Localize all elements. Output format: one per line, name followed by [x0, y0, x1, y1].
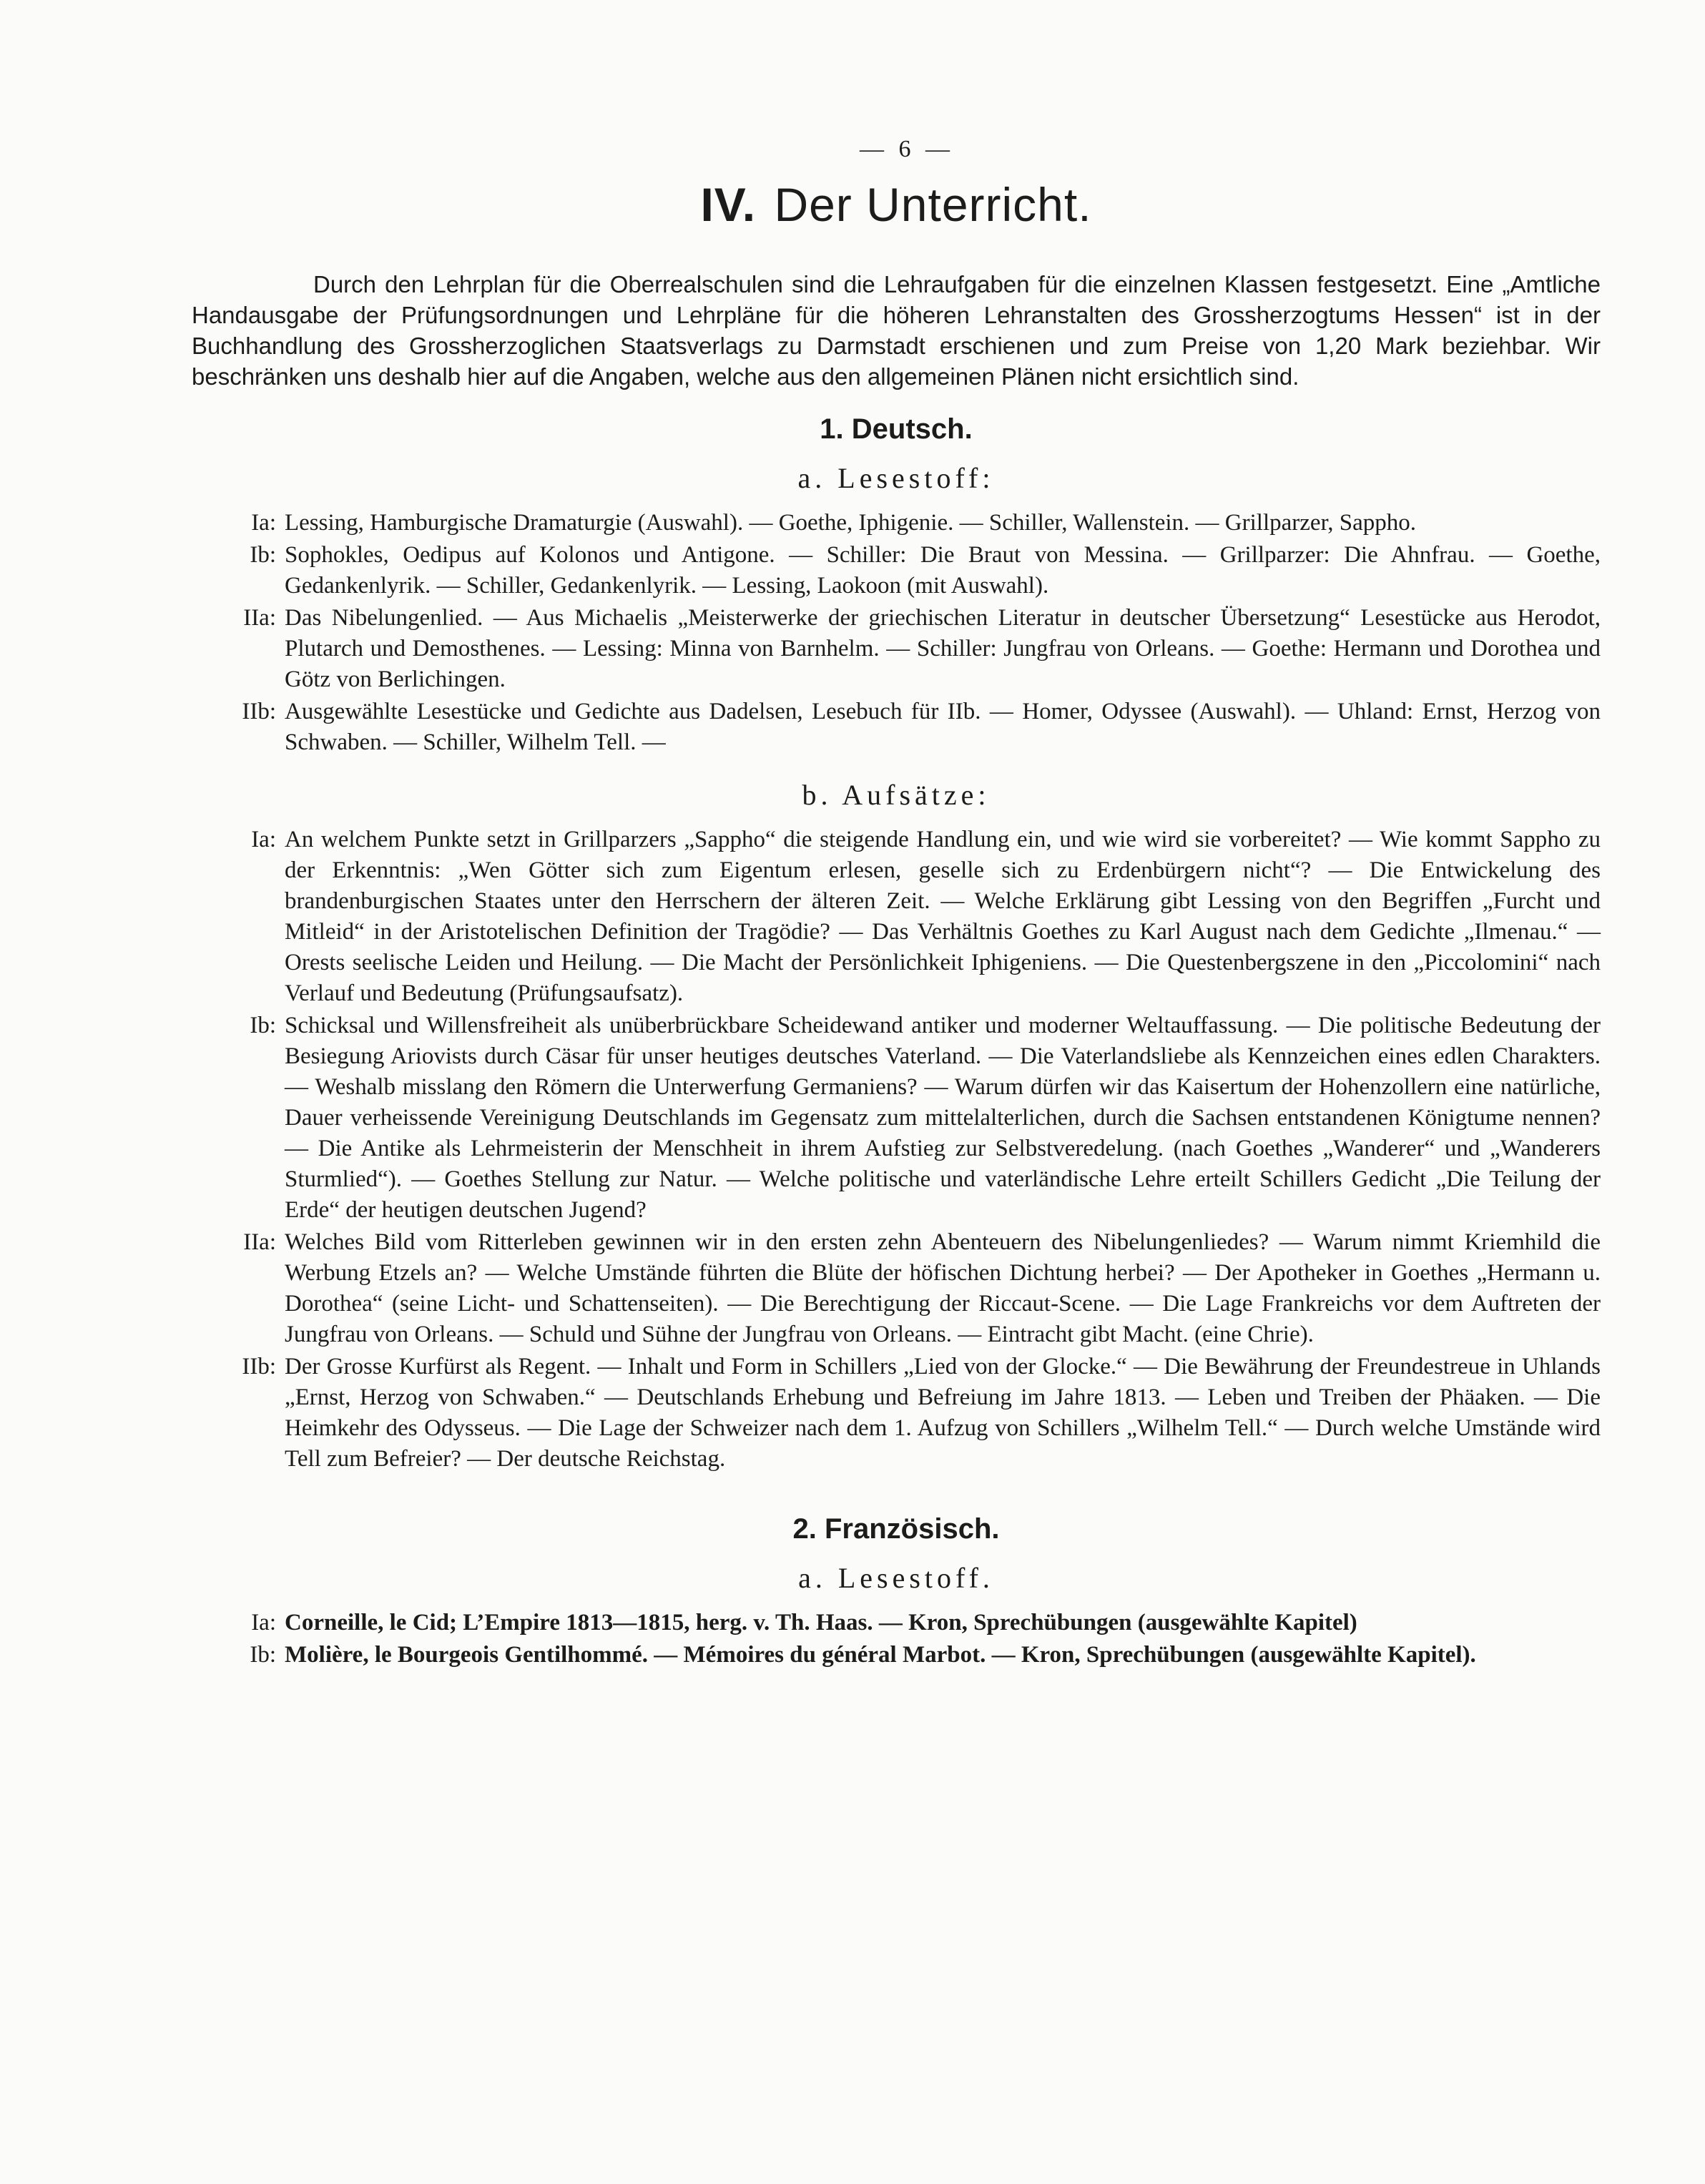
class-label: Ia: [251, 827, 276, 852]
entry-text: Sophokles, Oedipus auf Kolonos und Antigone. — Schiller: Die Braut von Messina. — Grillparzer: Die Ahnfrau. — Goethe, Gedankenlyrik. — Schiller, Gedankenlyrik. — Lessing, Laokoon (mit Auswahl). [285, 542, 1601, 599]
class-label: IIb: [242, 1354, 276, 1379]
entry-text: Welches Bild vom Ritterleben gewinnen wir in den ersten zehn Abenteuern des Nibelungenliedes? — Warum nimmt Kriemhild die Werbung Etzels an? — Welche Umstände führten die Blüte der höfischen Dichtung herbei? — Der Apotheker in Goethes „Hermann u. Dorothea“ (seine Licht- und Schattenseiten). — Die Berechtigung der Riccaut-Scene. — Die Lage Frankreichs vor dem Auftreten der Jungfrau von Orleans. — Schuld und Sühne der Jungfrau von Orleans. — Eintracht gibt Macht. (eine Chrie). [285, 1229, 1601, 1347]
page-number: — 6 — [860, 136, 954, 162]
entry-text: Molière, le Bourgeois Gentilhommé. — Mémoires du général Marbot. — Kron, Sprechübungen (ausgewählte Kapitel). [285, 1642, 1476, 1668]
subsection-title-aufsaetze: b. Aufsätze: [802, 779, 991, 811]
subsection-title-lesestoff: a. Lesestoff: [797, 462, 995, 494]
chapter-roman: IV. [700, 178, 757, 231]
entry-text: Das Nibelungenlied. — Aus Michaelis „Meisterwerke der griechischen Literatur in deutscher Übersetzung“ Lesestücke aus Herodot, Plutarch und Demosthenes. — Lessing: Minna von Barnhelm. — Schiller: Jungfrau von Orleans. — Goethe: Hermann und Dorothea und Götz von Berlichingen. [285, 605, 1601, 692]
class-label: Ib: [250, 542, 276, 568]
list-item [192, 603, 1601, 695]
entry-text: Der Grosse Kurfürst als Regent. — Inhalt und Form in Schillers „Lied von der Glocke.“ — Die Bewährung der Freundestreue in Uhlands „Ernst, Herzog von Schwaben.“ — Deutschlands Erhebung und Befreiung im Jahre 1813. — Leben und Treiben der Phäaken. — Die Heimkehr des Odysseus. — Die Lage der Schweizer nach dem 1. Aufzug von Schillers „Wilhelm Tell.“ — Durch welche Umstände wird Tell zum Befreier? — Der deutsche Reichstag. [285, 1354, 1601, 1472]
entry-text: Ausgewählte Lesestücke und Gedichte aus Dadelsen, Lesebuch für IIb. — Homer, Odyssee (Auswahl). — Uhland: Ernst, Herzog von Schwaben. — Schiller, Wilhelm Tell. — [285, 699, 1601, 755]
chapter-heading: Der Unterricht. [774, 178, 1092, 231]
list-item [192, 825, 1601, 1009]
entry-text: Schicksal und Willensfreiheit als unüberbrückbare Scheidewand antiker und moderner Weltauffassung. — Die politische Bedeutung der Besiegung Ariovists durch Cäsar für unser heutiges deutsches Vaterland. — Die Vaterlandsliebe als Kennzeichen eines edlen Charakters. — Weshalb misslang den Römern die Unterwerfung Germaniens? — Warum dürfen wir das Kaisertum der Hohenzollern eine natürliche, Dauer verheissende Vereinigung Deutschlands im Gegensatz zum mittelalterlichen, durch die Sachsen entstandenen Königtume nennen? — Die Antike als Lehrmeisterin der Menschheit in ihrem Aufstieg zur Selbstveredelung. (nach Goethes „Wanderer“ und „Wanderers Sturmlied“). — Goethes Stellung zur Natur. — Welche politische und vaterländische Lehre erteilt Schillers Gedicht „Die Teilung der Erde“ der heutigen deutschen Jugend? [285, 1013, 1601, 1223]
class-label: IIb: [242, 699, 276, 724]
list-item [192, 1608, 1601, 1638]
class-label: IIa: [243, 1229, 276, 1255]
class-label: IIa: [243, 605, 276, 631]
list-item [192, 508, 1601, 538]
class-label: Ia: [251, 510, 276, 536]
list-item [192, 1227, 1601, 1350]
class-label: Ia: [251, 1610, 276, 1635]
entry-text: Corneille, le Cid; L’Empire 1813—1815, herg. v. Th. Haas. — Kron, Sprechübungen (ausgewählte Kapitel) [285, 1610, 1357, 1635]
section-title-deutsch: 1. Deutsch. [820, 413, 973, 445]
intro-paragraph: Durch den Lehrplan für die Oberrealschulen sind die Lehraufgaben für die einzelnen Klassen festgesetzt. Eine „Amtliche Handausgabe der Prüfungsordnungen und Lehrpläne für die höheren Lehranstalten des Grossherzogtums Hessen“ ist in der Buchhandlung des Grossherzoglichen Staatsverlags zu Darmstadt erschienen und zum Preise von 1,20 Mark beziehbar. Wir beschränken uns deshalb hier auf die Angaben, welche aus den allgemeinen Plänen nicht ersichtlich sind. [192, 271, 1601, 390]
list-item [192, 1010, 1601, 1226]
page [192, 136, 1601, 1672]
entry-text: Lessing, Hamburgische Dramaturgie (Auswahl). — Goethe, Iphigenie. — Schiller, Wallenstein. — Grillparzer, Sappho. [285, 510, 1416, 536]
list-item [192, 697, 1601, 758]
list-item [192, 1352, 1601, 1475]
section-title-franzoesisch: 2. Französisch. [792, 1513, 1000, 1545]
subsection-title-lesestoff-fr: a. Lesestoff. [798, 1562, 994, 1594]
list-item [192, 540, 1601, 601]
chapter-title [192, 177, 1601, 232]
list-item [192, 1640, 1601, 1671]
class-label: Ib: [250, 1013, 276, 1038]
class-label: Ib: [250, 1642, 276, 1668]
entry-text: An welchem Punkte setzt in Grillparzers „Sappho“ die steigende Handlung ein, und wie wird sie vorbereitet? — Wie kommt Sappho zu der Erkenntnis: „Wen Götter sich zum Eigentum erlesen, geselle sich zu Erdenbürgern nicht“? — Die Entwickelung des brandenburgischen Staates unter den Herrschern der älteren Zeit. — Welche Erklärung gibt Lessing von den Begriffen „Furcht und Mitleid“ in der Aristotelischen Definition der Tragödie? — Das Verhältnis Goethes zu Karl August nach dem Gedichte „Ilmenau.“ — Orests seelische Leiden und Heilung. — Die Macht der Persönlichkeit Iphigeniens. — Die Questenbergszene in den „Piccolomini“ nach Verlauf und Bedeutung (Prüfungsaufsatz). [285, 827, 1601, 1006]
